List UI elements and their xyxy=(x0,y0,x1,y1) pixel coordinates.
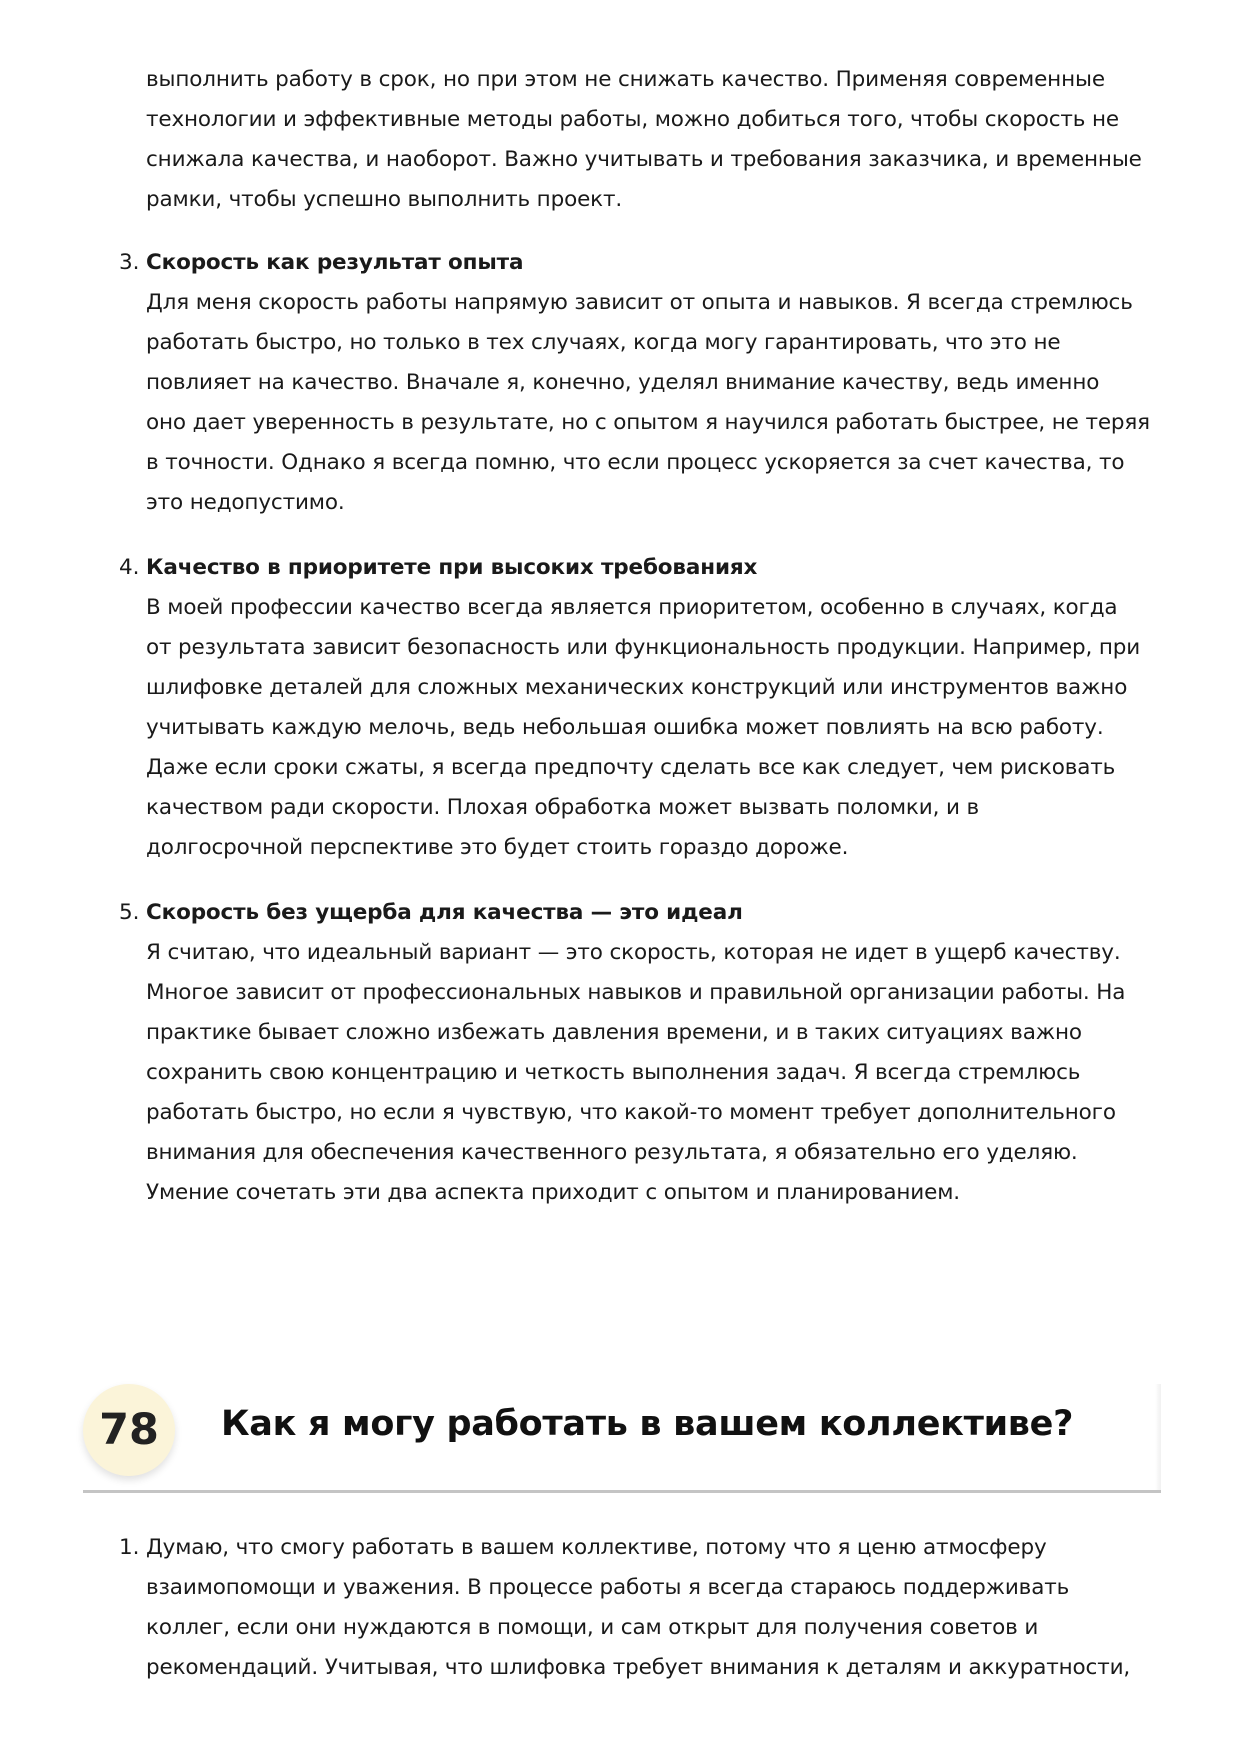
item-title: Скорость без ущерба для качества — это идеал xyxy=(146,900,743,925)
item-number: 5. xyxy=(119,900,140,925)
text-line: практике бывает сложно избежать давления времени, и в таких ситуациях важно xyxy=(146,1020,1082,1045)
text-line: сохранить свою концентрацию и четкость выполнения задач. Я всегда стремлюсь xyxy=(146,1060,1081,1085)
text-line: В моей профессии качество всегда является приоритетом, особенно в случаях, когда xyxy=(146,595,1118,620)
text-line: оно дает уверенность в результате, но с опытом я научился работать быстрее, не теряя xyxy=(146,410,1150,435)
text-line: работать быстро, но если я чувствую, что какой-то момент требует дополнительного xyxy=(146,1100,1116,1125)
text-line: Умение сочетать эти два аспекта приходит с опытом и планированием. xyxy=(146,1180,960,1205)
item-number: 1. xyxy=(119,1535,140,1560)
item-title: Скорость как результат опыта xyxy=(146,250,524,275)
section-number-badge: 78 xyxy=(83,1384,175,1476)
list-item-4 xyxy=(119,548,1156,868)
list-item xyxy=(119,1528,1156,1688)
text-line: Даже если сроки сжаты, я всегда предпочту сделать все как следует, чем рисковать xyxy=(146,755,1116,780)
text-line: коллег, если они нуждаются в помощи, и сам открыт для получения советов и xyxy=(146,1615,1039,1640)
text-line: Я считаю, что идеальный вариант — это скорость, которая не идет в ущерб качеству. xyxy=(146,940,1121,965)
text-line: долгосрочной перспективе это будет стоить гораздо дороже. xyxy=(146,835,849,860)
section-divider xyxy=(83,1490,1161,1493)
text-line: шлифовке деталей для сложных механических конструкций или инструментов важно xyxy=(146,675,1128,700)
text-line: учитывать каждую мелочь, ведь небольшая ошибка может повлиять на всю работу. xyxy=(146,715,1104,740)
section-title: Как я могу работать в вашем коллективе? xyxy=(221,1404,1074,1444)
text-line: взаимопомощи и уважения. В процессе работы я всегда стараюсь поддерживать xyxy=(146,1575,1070,1600)
text-line: внимания для обеспечения качественного результата, я обязательно его уделяю. xyxy=(146,1140,1078,1165)
text-line: от результата зависит безопасность или функциональность продукции. Например, при xyxy=(146,635,1141,660)
text-line: выполнить работу в срок, но при этом не снижать качество. Применяя современные xyxy=(146,67,1105,92)
list-item xyxy=(119,893,1156,1213)
list-item-5 xyxy=(119,893,1156,1213)
list-item xyxy=(119,548,1156,868)
item-number: 4. xyxy=(119,555,140,580)
text-line: работать быстро, но только в тех случаях, когда могу гарантировать, что это не xyxy=(146,330,1061,355)
text-line: рекомендаций. Учитывая, что шлифовка требует внимания к деталям и аккуратности, xyxy=(146,1655,1131,1680)
text-line: рамки, чтобы успешно выполнить проект. xyxy=(146,187,623,212)
intro-paragraph xyxy=(146,60,1156,220)
section-header xyxy=(83,1384,1161,1494)
list-item xyxy=(119,243,1156,523)
list-item-3 xyxy=(119,243,1156,523)
item-title: Качество в приоритете при высоких требованиях xyxy=(146,555,758,580)
text-line: Для меня скорость работы напрямую зависит от опыта и навыков. Я всегда стремлюсь xyxy=(146,290,1133,315)
text-line: повлияет на качество. Вначале я, конечно, уделял внимание качеству, ведь именно xyxy=(146,370,1100,395)
text-line: технологии и эффективные методы работы, можно добиться того, чтобы скорость не xyxy=(146,107,1119,132)
text-line: качеством ради скорости. Плохая обработка может вызвать поломки, и в xyxy=(146,795,979,820)
text-line: в точности. Однако я всегда помню, что если процесс ускоряется за счет качества, то xyxy=(146,450,1125,475)
section-list-item-1 xyxy=(119,1528,1156,1688)
text-line: Думаю, что смогу работать в вашем коллективе, потому что я ценю атмосферу xyxy=(146,1535,1047,1560)
header-shadow xyxy=(1155,1384,1161,1490)
item-number: 3. xyxy=(119,250,140,275)
text-line: Многое зависит от профессиональных навыков и правильной организации работы. На xyxy=(146,980,1126,1005)
text-line: это недопустимо. xyxy=(146,490,345,515)
text-line: снижала качества, и наоборот. Важно учитывать и требования заказчика, и временные xyxy=(146,147,1142,172)
